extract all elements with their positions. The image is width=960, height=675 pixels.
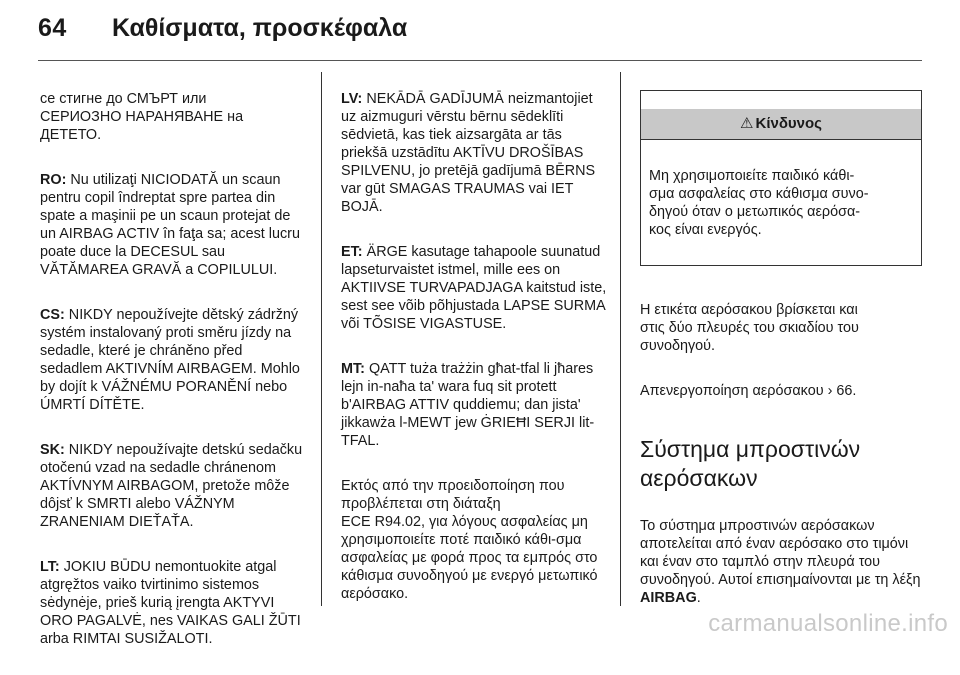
lang-label-lt: LT:: [40, 559, 60, 575]
sk-text: NIKDY nepoužívajte detskú sedačku otočenú vzad na sedadle chránenom AKTÍVNYM AIRBAGOM, pretože môže dôjsť k SMRTI alebo VÁŽNYM ZRANENIAM DIEŤAŤA.: [40, 442, 303, 530]
airbag-deactivation-reference: [640, 382, 922, 400]
airbag-keyword: AIRBAG: [640, 590, 697, 606]
lt-text: JOKIU BŪDU nemontuokite atgal atgręžtos vaiko tvirtinimo sistemos sėdynėje, prieš kurią įrengta AKTYVI ORO PAGALVĖ, nes VAIKAS GALI ŽŪTI arba RIMTAI SUSIŽALOTI.: [40, 559, 301, 647]
cs-text: NIKDY nepoužívejte dětský zádržný systém instalovaný proti směru jízdy na sedadle, které je chráněno před sedadlem AKTIVNÍM AIRBAGEM. Mohlo by dojít k VÁŽNÉMU PORANĚNÍ nebo ÚMRTÍ DÍTĚTE.: [40, 307, 300, 413]
lithuanian-paragraph: [40, 558, 306, 648]
lang-label-sk: SK:: [40, 442, 65, 458]
latvian-paragraph: [341, 90, 607, 216]
front-airbag-paragraph: [640, 517, 922, 607]
front-airbag-text: Το σύστημα μπροστινών αερόσακων αποτελείται από έναν αερόσακο στο τιμόνι και έναν στο ταμπλό στην πλευρά του συνοδηγού. Αυτοί επισημαίνονται με τη λέξη: [640, 518, 921, 588]
lang-label-et: ET:: [341, 244, 363, 260]
page-number: 64: [38, 14, 67, 42]
mt-text: QATT tuża trażżin għat-tfal li jħares lejn in-naħa ta' wara fuq sit protett b'AIRBAG ATTIV quddiemu; dan jista' jikkawża l-MEWT jew ĠRIEĦI SERJI lit-TFAL.: [341, 361, 595, 449]
lv-text: NEKĀDĀ GADĪJUMĀ neizmantojiet uz aizmuguri vērstu bērnu sēdeklīti sēdvietā, kas tiek aizsargāta ar tās priekšā uzstādītu AKTĪVU DROŠĪBAS SPILVENU, jo pretējā gadījumā BĒRNS var gūt SMAGAS TRAUMAS vai IET BOJĀ.: [341, 91, 596, 215]
et-text: ÄRGE kasutage tahapoole suunatud lapseturvaistet istmel, mille ees on AKTIIVSE TURVAPADJAGA kaitstud iste, sest see võib põhjustada LAPSE SURMA või TÕSISE VIGASTUSE.: [341, 244, 607, 332]
czech-paragraph: [40, 306, 306, 414]
warning-header: [641, 109, 921, 140]
lang-label-cs: CS:: [40, 307, 65, 323]
header-divider: [38, 60, 922, 61]
danger-warning-box: [640, 90, 922, 266]
ro-text: Nu utilizaţi NICIODATĂ un scaun pentru copil îndreptat spre partea din spate a maşinii pe un scaun protejat de un AIRBAG ACTIV în faţa sa; acest lucru poate duce la DECESUL sau VĂTĂMAREA GRAVĂ a COPILULUI.: [40, 172, 300, 278]
watermark: carmanualsonline.info: [708, 610, 948, 637]
deactivation-text: Απενεργοποίηση αερόσακου: [640, 383, 828, 399]
front-airbag-end: .: [696, 590, 701, 606]
column-divider-1: [321, 72, 322, 606]
romanian-paragraph: [40, 171, 306, 279]
reference-page[interactable]: 66.: [832, 383, 857, 399]
lang-label-ro: RO:: [40, 172, 67, 188]
page-reference-arrow-icon: ›: [827, 383, 833, 399]
slovak-paragraph: [40, 441, 306, 531]
page-title: Καθίσματα, προσκέφαλα: [112, 14, 408, 42]
warning-title: Κίνδυνος: [755, 115, 822, 132]
column-3: [640, 72, 922, 634]
bulgarian-paragraph: се стигне до СМЪРТ или СЕРИОЗНО НАРАНЯВАНЕ на ДЕТЕТО.: [40, 91, 244, 143]
column-2: [341, 72, 607, 630]
greek-paragraph: Εκτός από την προειδοποίηση που προβλέπεται στη διάταξη ECE R94.02, για λόγους ασφαλείας μη χρησιμοποιείτε ποτέ παιδικό κάθι-σμα ασφαλείας με φορά προς τα εμπρός στο κάθισμα συνοδηγού με ενεργό μετωπικό αερόσακο.: [341, 478, 598, 602]
warning-triangle-icon: ⚠: [740, 115, 754, 132]
column-1: [40, 72, 306, 675]
lang-label-mt: MT:: [341, 361, 365, 377]
warning-text: Μη χρησιμοποιείτε παιδικό κάθι- σμα ασφαλείας στο κάθισμα συνο- δηγού όταν ο μετωπικός αερόσα- κος είναι ενεργός.: [649, 168, 869, 238]
estonian-paragraph: [341, 243, 607, 333]
lang-label-lv: LV:: [341, 91, 363, 107]
maltese-paragraph: [341, 360, 607, 450]
section-heading: Σύστημα μπροστινών αερόσακων: [640, 436, 861, 491]
column-divider-2: [620, 72, 621, 606]
airbag-label-paragraph: Η ετικέτα αερόσακου βρίσκεται και στις δύο πλευρές του σκιαδίου του συνοδηγού.: [640, 302, 859, 354]
